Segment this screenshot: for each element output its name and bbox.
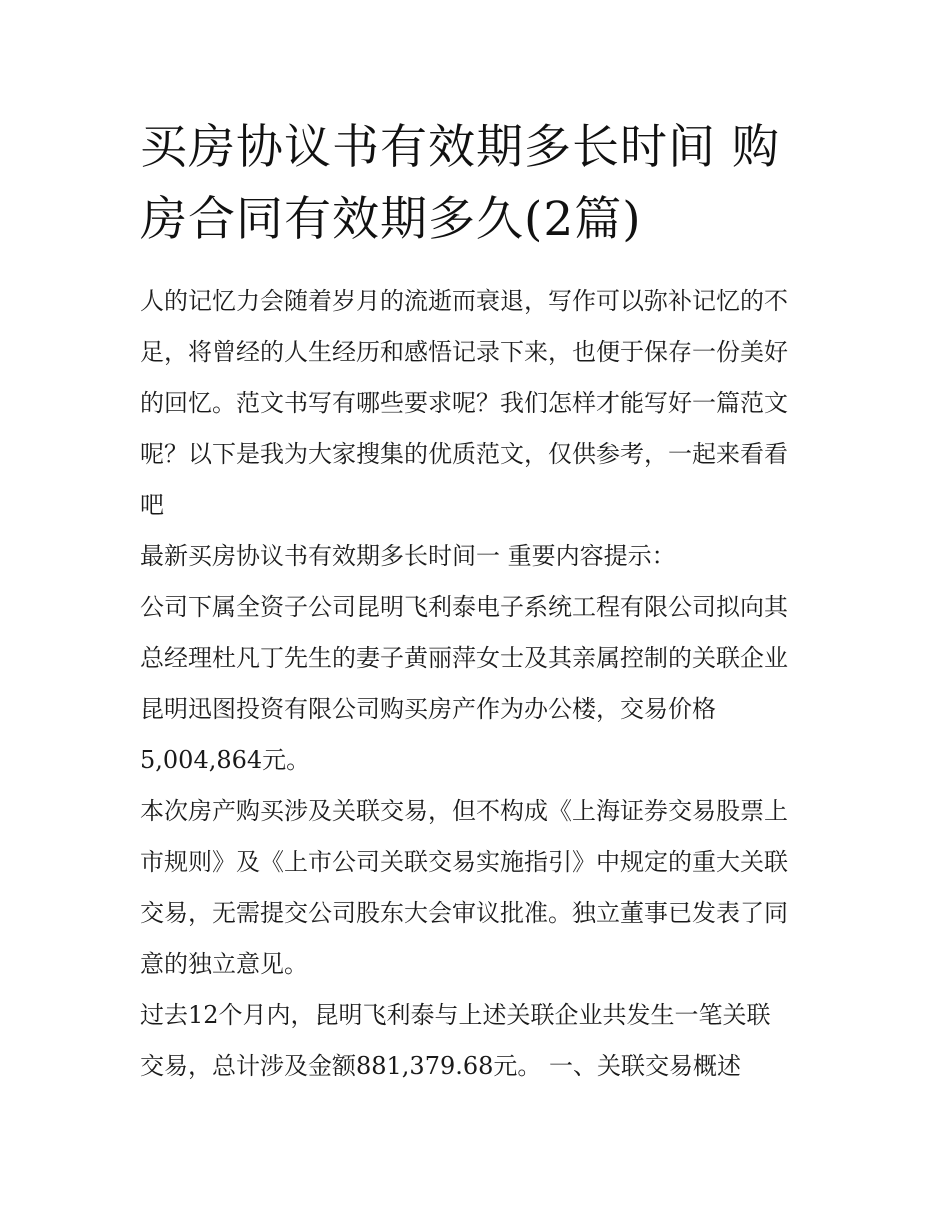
text-line: 交易，总计涉及金额881,379.68元。 一、关联交易概述 — [140, 1052, 742, 1080]
title-line: 买房协议书有效期多长时间 购 — [140, 120, 780, 175]
section-heading-paragraph — [140, 531, 820, 582]
text-line: 交易，无需提交公司股东大会审议批准。独立董事已发表了同 — [140, 899, 788, 927]
text-line: 公司下属全资子公司昆明飞利泰电子系统工程有限公司拟向其 — [140, 593, 788, 621]
text-line: 总经理杜凡丁先生的妻子黄丽萍女士及其亲属控制的关联企业 — [140, 644, 788, 672]
history-paragraph — [140, 990, 820, 1092]
text-line: 过去12个月内，昆明飞利泰与上述关联企业共发生一笔关联 — [140, 1001, 771, 1029]
text-line: 本次房产购买涉及关联交易，但不构成《上海证券交易股票上 — [140, 797, 788, 825]
document-page — [140, 112, 820, 1092]
text-line: 人的记忆力会随着岁月的流逝而衰退，写作可以弥补记忆的不 — [140, 287, 788, 315]
text-line: 意的独立意见。 — [140, 950, 308, 978]
text-line: 呢？以下是我为大家搜集的优质范文，仅供参考，一起来看看 — [140, 440, 788, 468]
text-line: 5,004,864元。 — [140, 746, 311, 774]
text-line: 市规则》及《上市公司关联交易实施指引》中规定的重大关联 — [140, 848, 788, 876]
text-line: 足，将曾经的人生经历和感悟记录下来，也便于保存一份美好 — [140, 338, 788, 366]
text-line: 的回忆。范文书写有哪些要求呢？我们怎样才能写好一篇范文 — [140, 389, 788, 417]
text-line: 最新买房协议书有效期多长时间一 重要内容提示： — [140, 542, 676, 570]
title-line: 房合同有效期多久(2篇) — [140, 192, 642, 247]
text-line: 昆明迅图投资有限公司购买房产作为办公楼，交易价格 — [140, 695, 716, 723]
transaction-paragraph — [140, 582, 820, 786]
regulation-paragraph — [140, 786, 820, 990]
intro-paragraph — [140, 276, 820, 531]
document-body — [140, 276, 820, 1092]
text-line: 吧 — [140, 491, 164, 519]
document-title — [140, 112, 820, 256]
